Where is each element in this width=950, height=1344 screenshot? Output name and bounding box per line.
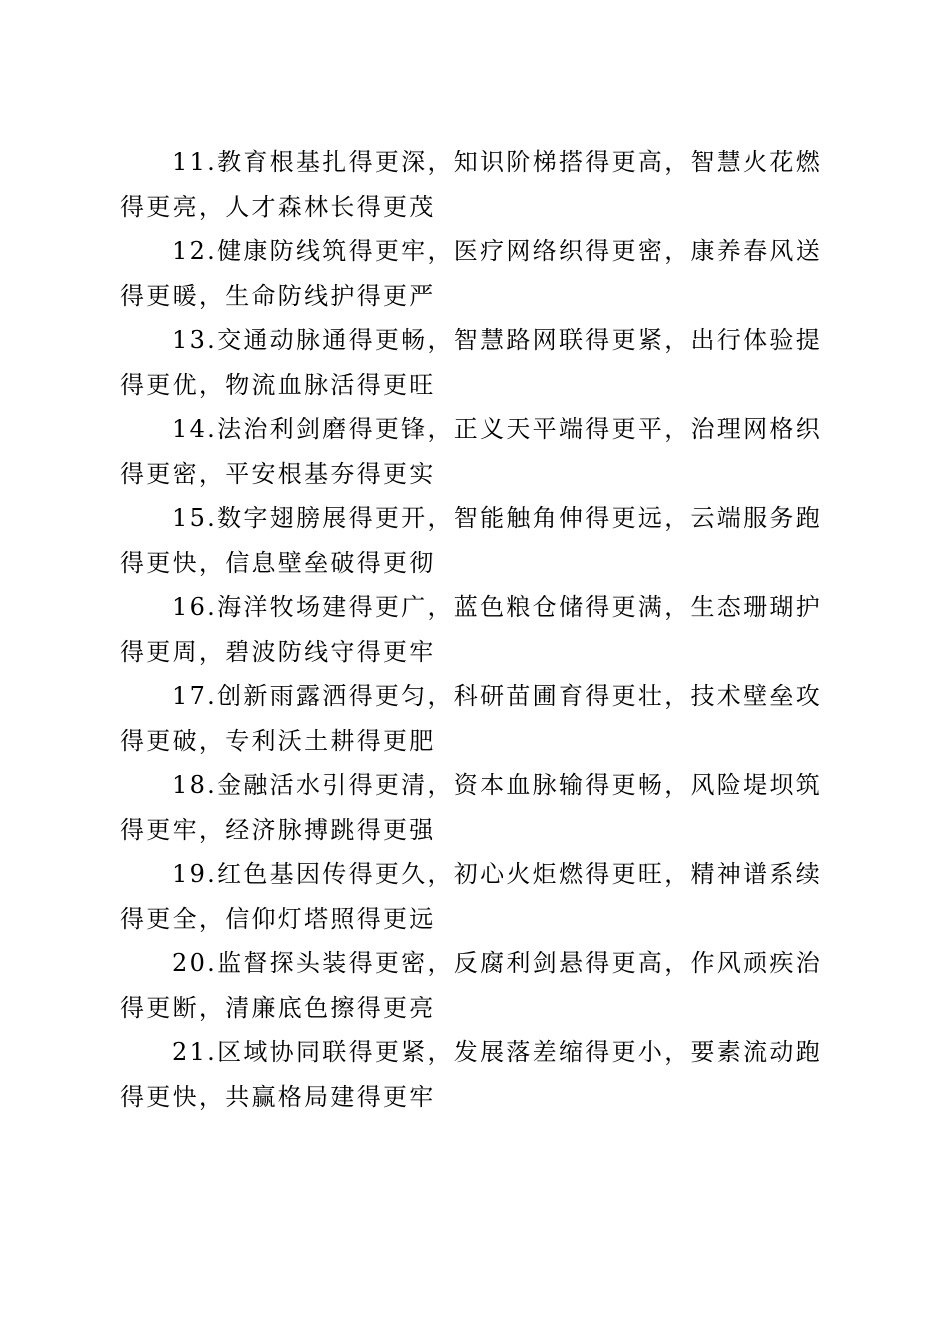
list-item: 17.创新雨露洒得更匀，科研苗圃育得更壮，技术壁垒攻得更破，专利沃土耕得更肥 bbox=[120, 682, 822, 755]
list-item: 15.数字翅膀展得更开，智能触角伸得更远，云端服务跑得更快，信息壁垒破得更彻 bbox=[120, 504, 822, 577]
list-item: 11.教育根基扎得更深，知识阶梯搭得更高，智慧火花燃得更亮，人才森林长得更茂 bbox=[120, 148, 822, 221]
list-item: 12.健康防线筑得更牢，医疗网络织得更密，康养春风送得更暖，生命防线护得更严 bbox=[120, 237, 822, 310]
list-item: 16.海洋牧场建得更广，蓝色粮仓储得更满，生态珊瑚护得更周，碧波防线守得更牢 bbox=[120, 593, 822, 666]
list-item: 13.交通动脉通得更畅，智慧路网联得更紧，出行体验提得更优，物流血脉活得更旺 bbox=[120, 326, 822, 399]
document-body bbox=[120, 140, 822, 1119]
list-item: 14.法治利剑磨得更锋，正义天平端得更平，治理网格织得更密，平安根基夯得更实 bbox=[120, 415, 822, 488]
list-item: 20.监督探头装得更密，反腐利剑悬得更高，作风顽疾治得更断，清廉底色擦得更亮 bbox=[120, 949, 822, 1022]
list-item: 21.区域协同联得更紧，发展落差缩得更小，要素流动跑得更快，共赢格局建得更牢 bbox=[120, 1038, 822, 1111]
list-item: 18.金融活水引得更清，资本血脉输得更畅，风险堤坝筑得更牢，经济脉搏跳得更强 bbox=[120, 771, 822, 844]
list-item: 19.红色基因传得更久，初心火炬燃得更旺，精神谱系续得更全，信仰灯塔照得更远 bbox=[120, 860, 822, 933]
